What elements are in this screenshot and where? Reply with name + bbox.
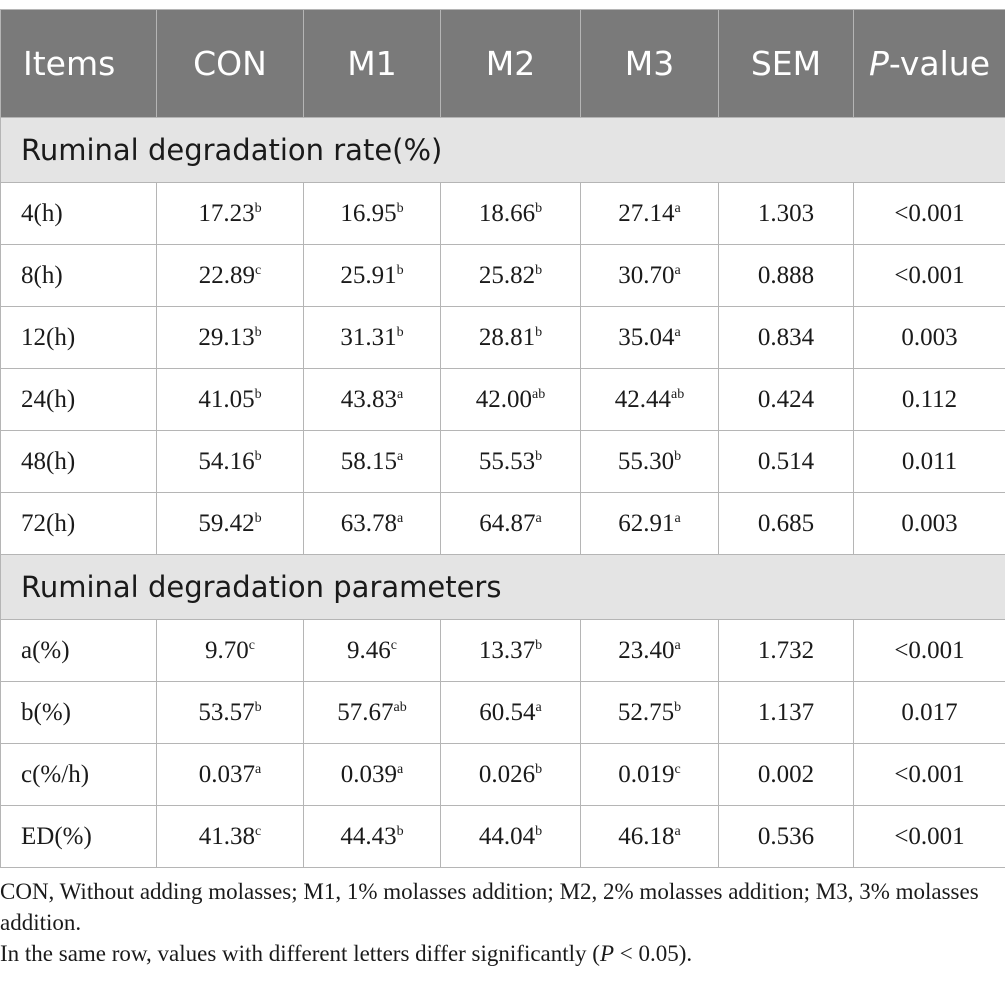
cell-pvalue: <0.001 bbox=[854, 183, 1005, 245]
cell-m2-superscript: b bbox=[535, 448, 543, 464]
section-header-row bbox=[1, 118, 1005, 183]
cell-m1-value: 25.91 bbox=[340, 261, 397, 289]
cell-m1-value: 58.15 bbox=[340, 447, 398, 475]
cell-m1-value: 9.46 bbox=[347, 636, 391, 664]
table-header bbox=[1, 10, 1005, 118]
cell-con bbox=[157, 493, 304, 555]
table-row bbox=[1, 493, 1005, 555]
cell-m2-value: 13.37 bbox=[478, 636, 536, 664]
cell-m2-superscript: a bbox=[535, 699, 542, 715]
significance-note bbox=[0, 938, 1000, 969]
cell-m2-superscript: b bbox=[535, 262, 543, 278]
cell-m3-value: 62.91 bbox=[618, 509, 675, 537]
cell-pvalue: 0.017 bbox=[854, 682, 1005, 744]
table-row bbox=[1, 682, 1005, 744]
cell-sem: 0.536 bbox=[719, 806, 854, 868]
cell-con bbox=[157, 369, 304, 431]
cell-sem: 0.514 bbox=[719, 431, 854, 493]
cell-m3 bbox=[581, 682, 719, 744]
cell-m2 bbox=[441, 806, 581, 868]
cell-m2-superscript: b bbox=[535, 200, 543, 216]
cell-m3-superscript: a bbox=[674, 324, 681, 340]
cell-m3-superscript: a bbox=[674, 200, 681, 216]
cell-con-value: 41.05 bbox=[198, 385, 255, 413]
cell-m3 bbox=[581, 744, 719, 806]
cell-pvalue: <0.001 bbox=[854, 744, 1005, 806]
cell-con-value: 41.38 bbox=[198, 822, 256, 850]
cell-con bbox=[157, 744, 304, 806]
results-table bbox=[0, 9, 1005, 868]
cell-m1 bbox=[304, 245, 441, 307]
cell-m3-value: 46.18 bbox=[618, 822, 675, 850]
row-item: 72(h) bbox=[1, 493, 157, 555]
cell-m2 bbox=[441, 431, 581, 493]
cell-con-superscript: b bbox=[254, 448, 262, 464]
cell-m2-value: 55.53 bbox=[478, 447, 536, 475]
cell-m1 bbox=[304, 806, 441, 868]
cell-m1-value: 31.31 bbox=[340, 323, 397, 351]
cell-m2 bbox=[441, 682, 581, 744]
cell-con-superscript: b bbox=[254, 699, 262, 715]
cell-m3-value: 30.70 bbox=[618, 261, 675, 289]
section-title: Ruminal degradation parameters bbox=[1, 555, 1005, 620]
cell-m2-superscript: ab bbox=[532, 386, 546, 402]
table-body bbox=[1, 118, 1005, 868]
significance-note-p: P bbox=[599, 941, 615, 966]
cell-m3-superscript: b bbox=[674, 448, 682, 464]
table-notes bbox=[0, 876, 1000, 969]
cell-m2 bbox=[441, 493, 581, 555]
cell-m3-superscript: a bbox=[674, 510, 681, 526]
cell-pvalue: 0.011 bbox=[854, 431, 1005, 493]
table-row bbox=[1, 369, 1005, 431]
table-row bbox=[1, 307, 1005, 369]
significance-note-post: < 0.05). bbox=[614, 941, 693, 966]
cell-con-value: 22.89 bbox=[198, 261, 256, 289]
cell-con-superscript: a bbox=[255, 761, 262, 777]
header-m3: M3 bbox=[581, 10, 719, 118]
cell-m1-value: 57.67 bbox=[337, 698, 394, 726]
cell-m1-superscript: b bbox=[396, 200, 404, 216]
cell-m3-superscript: c bbox=[674, 761, 681, 777]
header-pvalue-p: P bbox=[868, 43, 889, 83]
cell-sem: 1.303 bbox=[719, 183, 854, 245]
cell-m3-superscript: a bbox=[674, 262, 681, 278]
cell-m2 bbox=[441, 183, 581, 245]
section-header-row bbox=[1, 555, 1005, 620]
cell-m3 bbox=[581, 493, 719, 555]
cell-con bbox=[157, 307, 304, 369]
cell-pvalue: 0.112 bbox=[854, 369, 1005, 431]
cell-sem: 1.137 bbox=[719, 682, 854, 744]
cell-m3-value: 55.30 bbox=[617, 447, 675, 475]
cell-m1 bbox=[304, 682, 441, 744]
cell-m1-superscript: b bbox=[396, 262, 404, 278]
cell-con-superscript: b bbox=[254, 324, 262, 340]
cell-m3 bbox=[581, 431, 719, 493]
cell-con bbox=[157, 245, 304, 307]
cell-m1-value: 44.43 bbox=[340, 822, 397, 850]
cell-sem: 0.888 bbox=[719, 245, 854, 307]
row-item: 4(h) bbox=[1, 183, 157, 245]
cell-con-superscript: c bbox=[255, 262, 262, 278]
cell-con-superscript: b bbox=[254, 510, 262, 526]
cell-m1 bbox=[304, 620, 441, 682]
header-pvalue-rest: -value bbox=[888, 43, 991, 83]
cell-con bbox=[157, 682, 304, 744]
row-item: ED(%) bbox=[1, 806, 157, 868]
header-m1: M1 bbox=[304, 10, 441, 118]
cell-pvalue: <0.001 bbox=[854, 806, 1005, 868]
cell-m2 bbox=[441, 620, 581, 682]
cell-m3-value: 35.04 bbox=[618, 323, 675, 351]
cell-m2-superscript: b bbox=[535, 823, 543, 839]
cell-sem: 0.424 bbox=[719, 369, 854, 431]
cell-con-value: 53.57 bbox=[198, 698, 255, 726]
significance-note-pre: In the same row, values with different letters differ significantly ( bbox=[0, 941, 600, 966]
cell-sem: 1.732 bbox=[719, 620, 854, 682]
table-row bbox=[1, 620, 1005, 682]
table-row bbox=[1, 245, 1005, 307]
cell-con-value: 9.70 bbox=[205, 636, 249, 664]
cell-con bbox=[157, 431, 304, 493]
cell-m3-value: 42.44 bbox=[614, 385, 672, 413]
cell-pvalue: <0.001 bbox=[854, 620, 1005, 682]
cell-m3-superscript: ab bbox=[671, 386, 685, 402]
row-item: 8(h) bbox=[1, 245, 157, 307]
cell-m2 bbox=[441, 744, 581, 806]
header-pvalue bbox=[854, 10, 1005, 118]
cell-con bbox=[157, 183, 304, 245]
cell-sem: 0.685 bbox=[719, 493, 854, 555]
cell-con bbox=[157, 806, 304, 868]
row-item: 12(h) bbox=[1, 307, 157, 369]
row-item: 24(h) bbox=[1, 369, 157, 431]
cell-m1-superscript: a bbox=[397, 761, 404, 777]
cell-con-superscript: b bbox=[254, 200, 262, 216]
cell-m1 bbox=[304, 307, 441, 369]
cell-m2-value: 0.026 bbox=[478, 760, 536, 788]
abbreviations-note: CON, Without adding molasses; M1, 1% molasses addition; M2, 2% molasses addition; M3, 3% molasses addition. bbox=[0, 879, 979, 935]
header-con: CON bbox=[157, 10, 304, 118]
cell-m2-superscript: b bbox=[535, 324, 543, 340]
cell-m1 bbox=[304, 744, 441, 806]
cell-m1-value: 43.83 bbox=[340, 385, 398, 413]
cell-con-superscript: c bbox=[248, 637, 255, 653]
section-title: Ruminal degradation rate(%) bbox=[1, 118, 1005, 183]
cell-m3 bbox=[581, 307, 719, 369]
cell-con-value: 54.16 bbox=[198, 447, 255, 475]
cell-m1-value: 63.78 bbox=[340, 509, 398, 537]
cell-m1-value: 0.039 bbox=[340, 760, 398, 788]
cell-m3-superscript: a bbox=[674, 823, 681, 839]
cell-m1-superscript: b bbox=[396, 823, 404, 839]
cell-m3 bbox=[581, 806, 719, 868]
cell-con-value: 59.42 bbox=[198, 509, 255, 537]
cell-m3 bbox=[581, 183, 719, 245]
cell-m3-value: 27.14 bbox=[618, 199, 675, 227]
cell-pvalue: <0.001 bbox=[854, 245, 1005, 307]
cell-con-superscript: b bbox=[254, 386, 262, 402]
cell-m2-value: 25.82 bbox=[478, 261, 536, 289]
cell-m1-value: 16.95 bbox=[340, 199, 397, 227]
table-row bbox=[1, 183, 1005, 245]
table-row bbox=[1, 744, 1005, 806]
cell-m1 bbox=[304, 493, 441, 555]
cell-m2 bbox=[441, 307, 581, 369]
row-item: c(%/h) bbox=[1, 744, 157, 806]
cell-m3-superscript: b bbox=[674, 699, 682, 715]
cell-con-superscript: c bbox=[255, 823, 262, 839]
cell-m3-value: 23.40 bbox=[618, 636, 675, 664]
cell-m2 bbox=[441, 245, 581, 307]
cell-m3 bbox=[581, 245, 719, 307]
cell-con-value: 0.037 bbox=[198, 760, 256, 788]
cell-pvalue: 0.003 bbox=[854, 493, 1005, 555]
header-sem: SEM bbox=[719, 10, 854, 118]
cell-con-value: 29.13 bbox=[198, 323, 255, 351]
cell-m2-value: 28.81 bbox=[478, 323, 536, 351]
cell-m1 bbox=[304, 431, 441, 493]
cell-pvalue: 0.003 bbox=[854, 307, 1005, 369]
cell-sem: 0.834 bbox=[719, 307, 854, 369]
cell-m2-value: 18.66 bbox=[478, 199, 536, 227]
cell-m3-superscript: a bbox=[674, 637, 681, 653]
row-item: 48(h) bbox=[1, 431, 157, 493]
cell-m1 bbox=[304, 183, 441, 245]
cell-m1-superscript: b bbox=[396, 324, 404, 340]
cell-m2-superscript: b bbox=[535, 761, 543, 777]
cell-m2-superscript: b bbox=[535, 637, 543, 653]
cell-m3-value: 0.019 bbox=[618, 760, 675, 788]
table-row bbox=[1, 806, 1005, 868]
cell-m3-value: 52.75 bbox=[617, 698, 675, 726]
cell-m2-superscript: a bbox=[535, 510, 542, 526]
cell-m1-superscript: ab bbox=[393, 699, 407, 715]
cell-m2-value: 44.04 bbox=[478, 822, 536, 850]
row-item: b(%) bbox=[1, 682, 157, 744]
cell-sem: 0.002 bbox=[719, 744, 854, 806]
cell-m2-value: 64.87 bbox=[479, 509, 536, 537]
header-m2: M2 bbox=[441, 10, 581, 118]
row-item: a(%) bbox=[1, 620, 157, 682]
header-items: Items bbox=[1, 10, 157, 118]
cell-m2 bbox=[441, 369, 581, 431]
cell-m1-superscript: a bbox=[397, 448, 404, 464]
cell-m2-value: 42.00 bbox=[475, 385, 533, 413]
cell-m3 bbox=[581, 369, 719, 431]
cell-con-value: 17.23 bbox=[198, 199, 255, 227]
cell-m2-value: 60.54 bbox=[479, 698, 536, 726]
cell-con bbox=[157, 620, 304, 682]
cell-m1-superscript: a bbox=[397, 510, 404, 526]
cell-m1 bbox=[304, 369, 441, 431]
cell-m1-superscript: c bbox=[390, 637, 397, 653]
cell-m3 bbox=[581, 620, 719, 682]
cell-m1-superscript: a bbox=[397, 386, 404, 402]
table-row bbox=[1, 431, 1005, 493]
